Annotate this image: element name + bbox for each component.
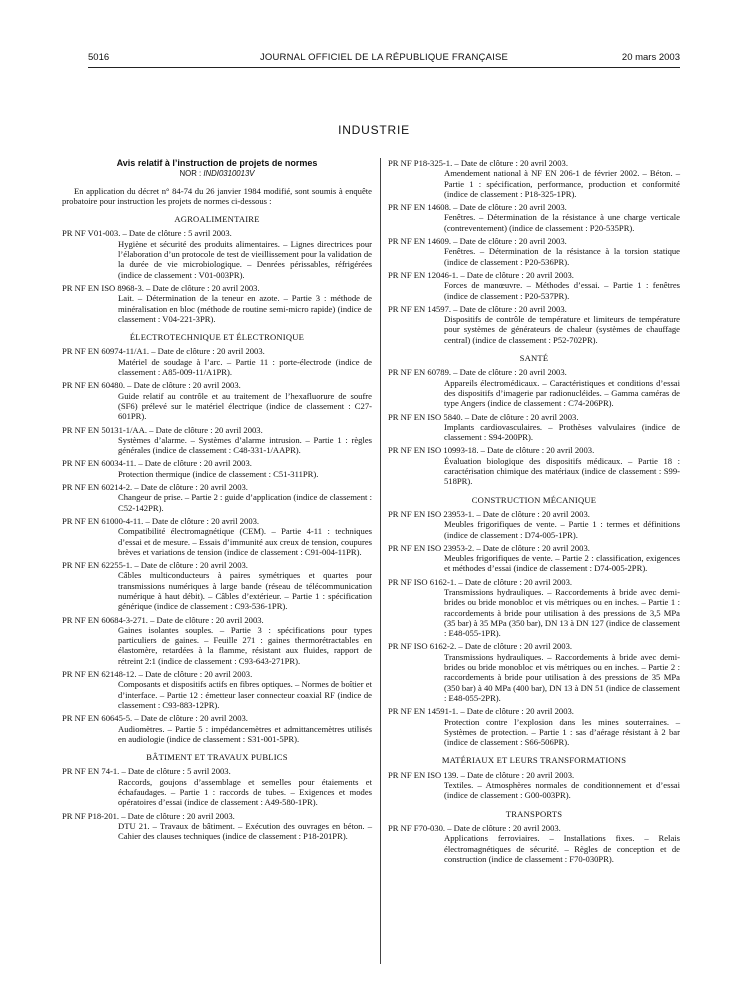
- standard-reference: PR NF EN 14609. – Date de clôture : 20 avril 2003.: [388, 236, 567, 247]
- category-heading: BÂTIMENT ET TRAVAUX PUBLICS: [146, 752, 288, 763]
- standard-description: DTU 21. – Travaux de bâtiment. – Exécution des ouvrages en béton. – Cahier des clauses techniques (indice de classement : P18-201PR).: [118, 820, 372, 842]
- standard-entry: [388, 367, 680, 408]
- category-heading: MATÉRIAUX ET LEURS TRANSFORMATIONS: [441, 755, 627, 766]
- standard-description: Implants cardiovasculaires. – Prothèses valvulaires (indice de classement : S94-200PR).: [444, 421, 680, 443]
- standard-reference: PR NF EN ISO 8968-3. – Date de clôture : 20 avril 2003.: [62, 282, 260, 293]
- standard-entry: [62, 615, 372, 666]
- standard-description: Fenêtres. – Détermination de la résistance à une charge verticale (contreventement) (indice de classement : P20-535PR).: [444, 212, 680, 233]
- category-heading: TRANSPORTS: [505, 808, 563, 819]
- standard-entry: [62, 228, 372, 279]
- standard-reference: PR NF V01-003. – Date de clôture : 5 avril 2003.: [62, 228, 232, 239]
- standard-description: Meubles frigorifiques de vente. – Partie 1 : termes et définitions (indice de classement : D74-005-1PR).: [444, 519, 680, 540]
- standard-reference: PR NF EN ISO 23953-2. – Date de clôture : 20 avril 2003.: [388, 542, 590, 553]
- standard-entry: [388, 577, 680, 639]
- left-groups: [62, 214, 372, 841]
- notice-title: Avis relatif à l’instruction de projets de normes: [116, 158, 318, 168]
- standard-reference: PR NF P18-325-1. – Date de clôture : 20 avril 2003.: [388, 158, 568, 168]
- standard-description: Composants et dispositifs actifs en fibres optiques. – Normes de boîtier et d’interface. – Partie 12 : émetteur laser connecteur coaxial RF (indice de classement : C93-883-12PR).: [118, 679, 372, 710]
- category-heading: AGROALIMENTAIRE: [174, 214, 260, 225]
- category-heading: SANTÉ: [519, 353, 549, 364]
- standard-description: Textiles. – Atmosphères normales de conditionnement et d’essai (indice de classement : G00-003PR).: [444, 780, 680, 801]
- standard-reference: PR NF ISO 6162-2. – Date de clôture : 20 avril 2003.: [388, 641, 573, 652]
- page-number: 5016: [88, 52, 110, 63]
- standard-description: Raccords, goujons d’assemblage et semelles pour étaiements et échafaudages. – Partie 1 : raccords de tubes. – Exigences et modes opératoires d’essai (indice de classement : A49-580-1PR).: [118, 776, 372, 808]
- standard-entry: [388, 158, 680, 199]
- standard-entry: [388, 509, 680, 540]
- standard-reference: PR NF EN 12046-1. – Date de clôture : 20 avril 2003.: [388, 269, 574, 280]
- standard-reference: PR NF EN 62148-12. – Date de clôture : 20 avril 2003.: [62, 669, 253, 680]
- notice-intro: En application du décret n° 84-74 du 26 janvier 1984 modifié, sont soumis à enquête probatoire pour instruction les projets de normes ci-dessous :: [62, 185, 372, 206]
- standard-entry: [388, 202, 680, 233]
- standard-entry: [388, 445, 680, 486]
- standard-entry: [62, 560, 372, 611]
- standard-description: Lait. – Détermination de la teneur en azote. – Partie 3 : méthode de minéralisation en bloc (méthode de routine semi-micro rapide) (indice de classement : V04-221-3PR).: [118, 293, 372, 324]
- journal-title: JOURNAL OFFICIEL DE LA RÉPUBLIQUE FRANÇAISE: [259, 52, 509, 63]
- standard-entry: [62, 425, 372, 456]
- standard-description: Appareils électromédicaux. – Caractéristiques et conditions d’essai des dispositifs d’imagerie par radionucléides. – Gamma caméras de type Angers (indice de classement : C74-206PR).: [444, 377, 680, 409]
- standard-reference: PR NF EN ISO 5840. – Date de clôture : 20 avril 2003.: [388, 411, 579, 422]
- standard-description: Protection thermique (indice de classement : C51-311PR).: [118, 468, 319, 479]
- standard-description: Forces de manœuvre. – Méthodes d’essai. – Partie 1 : fenêtres (indice de classement : P20-537PR).: [444, 280, 680, 301]
- standard-reference: PR NF EN ISO 139. – Date de clôture : 20 avril 2003.: [388, 769, 575, 780]
- standard-reference: PR NF EN 50131-1/AA. – Date de clôture : 20 avril 2003.: [62, 424, 263, 435]
- standard-reference: PR NF EN 60789. – Date de clôture : 20 avril 2003.: [388, 367, 567, 378]
- standard-description: Câbles multiconducteurs à paires symétriques et quartes pour transmissions numériques à large bande (réseau de télécommunication numérique à haut débit). – Câbles d’extérieur. – Partie 1 : spécification générique (indice de classement : C93-536-1PR).: [118, 570, 372, 612]
- standard-description: Gaines isolantes souples. – Partie 3 : spécifications pour types particuliers de gaines. – Feuille 271 : gaines thermorétractables en élastomère, retardées à la flamme, résistant aux fluides, rapport de rétreint 2:1 (indice de classement : C93-643-271PR).: [118, 624, 372, 666]
- standard-reference: PR NF P18-201. – Date de clôture : 20 avril 2003.: [62, 810, 235, 821]
- category-heading: ÉLECTROTECHNIQUE ET ÉLECTRONIQUE: [129, 332, 305, 343]
- standard-reference: PR NF EN 60214-2. – Date de clôture : 20 avril 2003.: [62, 482, 248, 493]
- standard-entry: [62, 482, 372, 513]
- standard-description: Transmissions hydrauliques. – Raccordements à bride avec demi-brides ou bride monobloc et vis métriques ou en inches. – Partie 2 : raccordements à bride pour utilisation à des pressions de 35 MPa (350 bar) à 40 MPa (400 bar), DN 13 à DN 51 (indice de classement : E48-055-2PR).: [444, 651, 680, 703]
- standard-reference: PR NF EN 14597. – Date de clôture : 20 avril 2003.: [388, 303, 567, 314]
- standard-description: Compatibilité électromagnétique (CEM). – Partie 4-11 : techniques d’essai et de mesure. – Essais d’immunité aux creux de tension, coupures brèves et variations de tension (indice de classement : C91-004-11PR).: [118, 526, 372, 557]
- standard-reference: PR NF EN 60034-11. – Date de clôture : 20 avril 2003.: [62, 458, 252, 469]
- standard-reference: PR NF EN 60974-11/A1. – Date de clôture : 20 avril 2003.: [62, 346, 265, 357]
- standard-reference: PR NF EN 74-1. – Date de clôture : 5 avril 2003.: [62, 766, 231, 777]
- standard-description: Applications ferroviaires. – Installations fixes. – Relais électromagnétiques de sécurité. – Règles de conception et de construction (indice de classement : F70-030PR).: [444, 833, 680, 864]
- right-column: [388, 158, 680, 867]
- category-heading: CONSTRUCTION MÉCANIQUE: [471, 494, 597, 505]
- nor-code: INDI0310013V: [203, 169, 255, 179]
- standard-description: Meubles frigorifiques de vente. – Partie 2 : classification, exigences et méthodes d’essai (indice de classement : D74-005-2PR).: [444, 553, 680, 574]
- standard-reference: PR NF EN ISO 10993-18. – Date de clôture : 20 avril 2003.: [388, 445, 595, 456]
- left-column: [62, 158, 372, 845]
- standard-entry: [388, 823, 680, 864]
- standard-description: Changeur de prise. – Partie 2 : guide d’application (indice de classement : C52-142PR).: [118, 492, 372, 513]
- nor-line: [62, 169, 372, 179]
- standard-reference: PR NF F70-030. – Date de clôture : 20 avril 2003.: [388, 822, 561, 833]
- standard-reference: PR NF EN 60480. – Date de clôture : 20 avril 2003.: [62, 380, 241, 391]
- standard-entry: [388, 270, 680, 301]
- standard-description: Transmissions hydrauliques. – Raccordements à bride avec demi-brides ou bride monobloc et vis métriques ou en inches. – Partie 1 : raccordements à bride pour utilisation à des pressions de 3,5 MPa (35 bar) à 35 MPa (350 bar), DN 13 à DN 127 (indice de classement : E48-055-1PR).: [444, 586, 680, 639]
- standard-description: Guide relatif au contrôle et au traitement de l’hexafluorure de soufre (SF6) prélevé sur le matériel électrique (indice de classement : C27-601PR).: [118, 390, 372, 422]
- right-groups: [388, 158, 680, 864]
- standard-entry: [62, 380, 372, 421]
- standard-description: Audiomètres. – Partie 5 : impédancemètres et admittancemètres utilisés en audiologie (indice de classement : S31-001-5PR).: [118, 723, 372, 744]
- standard-reference: PR NF EN 14591-1. – Date de clôture : 20 avril 2003.: [388, 706, 574, 717]
- standard-entry: [388, 641, 680, 703]
- standard-reference: PR NF EN ISO 23953-1. – Date de clôture : 20 avril 2003.: [388, 508, 590, 519]
- standard-description: Matériel de soudage à l’arc. – Partie 11 : porte-électrode (indice de classement : A85-009-11/A1PR).: [118, 356, 372, 378]
- standard-entry: [388, 706, 680, 747]
- standard-entry: [62, 669, 372, 710]
- standard-entry: [62, 283, 372, 324]
- standard-description: Amendement national à NF EN 206-1 de février 2002. – Béton. – Partie 1 : spécification, performance, production et conformité (indice de classement : P18-325-1PR).: [444, 168, 680, 199]
- standard-entry: [388, 543, 680, 574]
- standard-entry: [62, 766, 372, 807]
- standard-description: Fenêtres. – Détermination de la résistance à la torsion statique (indice de classement : P20-536PR).: [444, 246, 680, 267]
- standard-reference: PR NF EN 61000-4-11. – Date de clôture : 20 avril 2003.: [62, 515, 260, 526]
- standard-description: Dispositifs de contrôle de température et limiteurs de température pour systèmes de générateurs de chaleur (systèmes de chauffage central) (indice de classement : P52-702PR).: [444, 314, 680, 345]
- standard-entry: [388, 412, 680, 443]
- standard-description: Hygiène et sécurité des produits alimentaires. – Lignes directrices pour l’élaboration d’un protocole de test de vieillissement pour la validation de la durée de vie microbiologique. – Denrées périssables, réfrigérées (indice de classement : V01-003PR).: [118, 238, 372, 280]
- standard-entry: [62, 346, 372, 377]
- standard-reference: PR NF EN 14608. – Date de clôture : 20 avril 2003.: [388, 202, 567, 213]
- standard-entry: [388, 236, 680, 267]
- header-rule: [88, 67, 680, 68]
- standard-entry: [62, 516, 372, 557]
- publication-date: 20 mars 2003: [621, 52, 680, 63]
- standard-description: Évaluation biologique des dispositifs médicaux. – Partie 18 : caractérisation chimique des matériaux (indice de classement : S99-518PR).: [444, 455, 680, 487]
- standard-reference: PR NF EN 60645-5. – Date de clôture : 20 avril 2003.: [62, 713, 248, 724]
- page-header: [88, 52, 680, 66]
- standard-entry: [62, 811, 372, 842]
- column-divider: [380, 158, 381, 964]
- standard-description: Protection contre l’explosion dans les mines souterraines. – Systèmes de protection. – Partie 1 : sas d’aérage résistant à 2 bar (indice de classement : S66-506PR).: [444, 716, 680, 748]
- standard-entry: [62, 458, 372, 479]
- standard-description: Systèmes d’alarme. – Systèmes d’alarme intrusion. – Partie 1 : règles générales (indice de classement : C48-331-1/AAPR).: [118, 434, 372, 456]
- standard-entry: [62, 713, 372, 744]
- standard-reference: PR NF EN 60684-3-271. – Date de clôture : 20 avril 2003.: [62, 614, 264, 625]
- section-title: INDUSTRIE: [338, 123, 410, 137]
- standard-reference: PR NF ISO 6162-1. – Date de clôture : 20 avril 2003.: [388, 576, 573, 587]
- standard-entry: [388, 304, 680, 345]
- standard-reference: PR NF EN 62255-1. – Date de clôture : 20 avril 2003.: [62, 560, 248, 571]
- standard-entry: [388, 770, 680, 801]
- nor-label: NOR :: [179, 169, 202, 179]
